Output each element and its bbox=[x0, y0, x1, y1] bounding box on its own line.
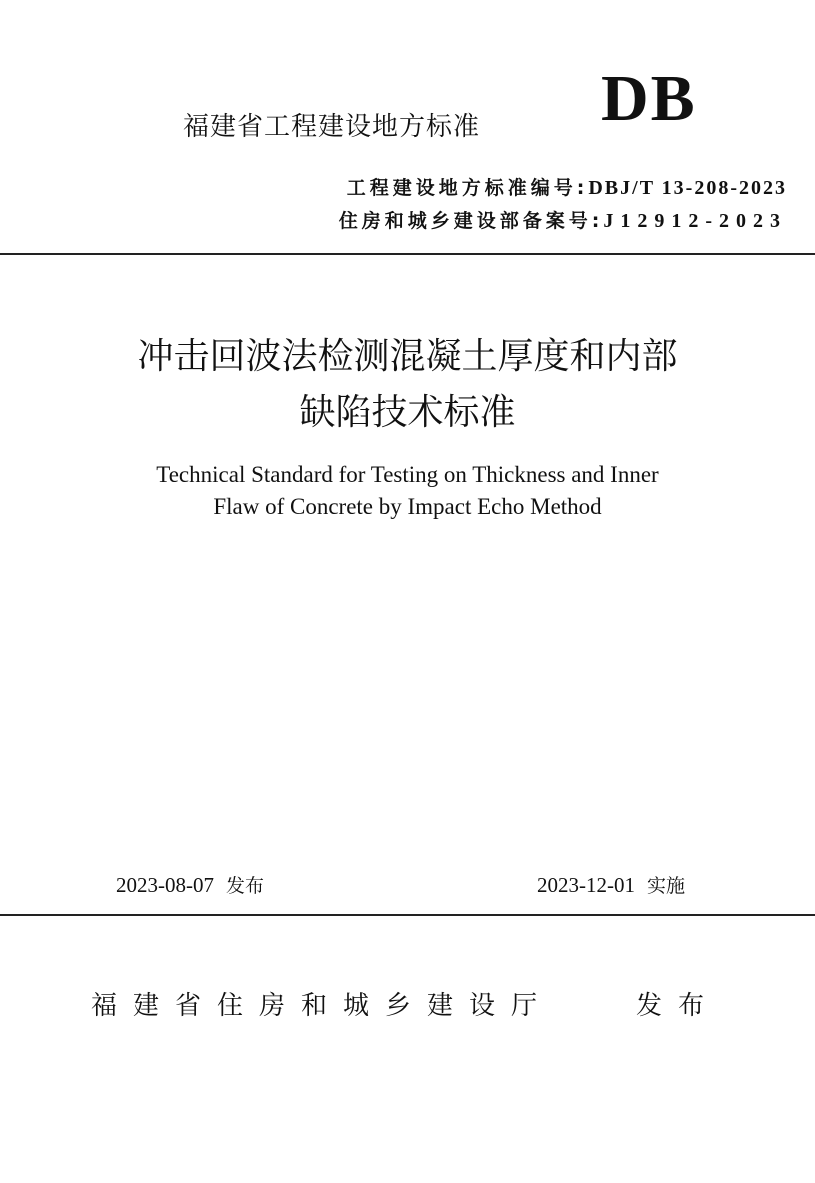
publish-label: 发布 bbox=[636, 991, 721, 1021]
title-en-line-1: Technical Standard for Testing on Thickness and Inner bbox=[156, 462, 659, 487]
standard-number: DBJ/T 13-208-2023 bbox=[588, 177, 787, 199]
effective-date: 2023-12-01 bbox=[537, 873, 635, 897]
effective-label: 实施 bbox=[647, 875, 686, 897]
effective-date-block bbox=[537, 871, 685, 898]
bottom-divider bbox=[0, 914, 815, 916]
title-zh-line-2: 缺陷技术标准 bbox=[299, 392, 516, 433]
issue-date: 2023-08-07 bbox=[116, 873, 214, 897]
filing-number-label: 住房和城乡建设部备案号: bbox=[338, 210, 604, 232]
title-en-line-2: Flaw of Concrete by Impact Echo Method bbox=[213, 494, 602, 519]
issue-label: 发布 bbox=[226, 875, 265, 897]
standard-number-line bbox=[347, 173, 787, 200]
standard-number-label: 工程建设地方标准编号: bbox=[346, 177, 589, 199]
title-zh-line-1: 冲击回波法检测混凝土厚度和内部 bbox=[137, 336, 678, 377]
issue-date-block bbox=[116, 871, 264, 898]
top-divider bbox=[0, 253, 815, 255]
standard-category: 福建省工程建设地方标准 bbox=[183, 112, 481, 142]
filing-number: J12912-2023 bbox=[603, 210, 787, 232]
publisher: 福建省住房和城乡建设厅 bbox=[91, 991, 554, 1021]
db-mark: DB bbox=[601, 62, 697, 135]
filing-number-line bbox=[339, 206, 787, 233]
